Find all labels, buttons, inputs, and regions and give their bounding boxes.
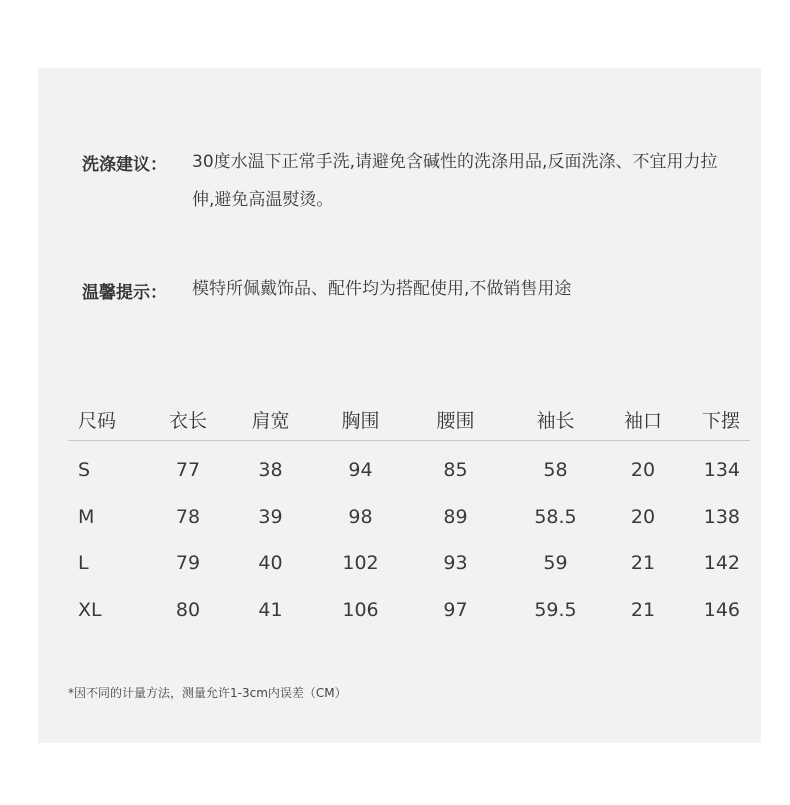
size-table	[68, 398, 750, 633]
table-cell: 20	[630, 505, 656, 528]
table-cell: S	[78, 459, 91, 482]
table-cell: 85	[443, 459, 468, 482]
header-size: 尺码	[68, 398, 148, 441]
table-cell: 21	[630, 598, 656, 621]
table-cell: 59	[543, 552, 568, 575]
header-waist: 腰围	[408, 398, 503, 441]
table-cell: 134	[703, 459, 740, 482]
header-chest: 胸围	[313, 398, 408, 441]
header-sleeve: 袖长	[503, 398, 608, 441]
table-cell: 59.5	[534, 598, 577, 621]
table-cell: 38	[258, 459, 283, 482]
care-text: 30度水温下正常手洗,请避免含碱性的洗涤用品,反面洗涤、不宜用力拉伸,避免高温熨烫。	[192, 152, 718, 210]
table-cell: 80	[175, 598, 201, 621]
table-cell: 41	[258, 598, 283, 621]
table-header-row	[68, 398, 750, 441]
table-cell: L	[78, 552, 89, 575]
care-label: 洗涤建议：	[82, 155, 167, 175]
table-cell: 89	[443, 505, 468, 528]
header-cuff: 袖口	[608, 398, 678, 441]
table-cell: 58.5	[534, 505, 577, 528]
table-cell: 93	[443, 552, 468, 575]
table-cell: 78	[175, 505, 201, 528]
tip-text: 模特所佩戴饰品、配件均为搭配使用,不做销售用途	[192, 279, 572, 299]
table-cell: 146	[703, 598, 740, 621]
table-row	[68, 494, 750, 541]
table-cell: 20	[630, 459, 656, 482]
measurement-note: *因不同的计量方法，测量允许1-3cm内误差（CM）	[68, 686, 347, 700]
table-cell: 39	[258, 505, 283, 528]
table-cell: 58	[543, 459, 568, 482]
table-row	[68, 441, 750, 494]
table-row	[68, 540, 750, 587]
table-cell: 40	[258, 552, 283, 575]
table-cell: 142	[703, 552, 740, 575]
table-cell: 79	[175, 552, 201, 575]
table-cell: 98	[348, 505, 373, 528]
tip-label: 温馨提示：	[82, 283, 167, 303]
table-cell: 102	[342, 552, 379, 575]
size-info-panel	[38, 68, 761, 743]
table-row	[68, 587, 750, 634]
table-cell: 97	[443, 598, 468, 621]
table-cell: XL	[78, 598, 102, 621]
header-length: 衣长	[148, 398, 228, 441]
table-cell: 21	[630, 552, 656, 575]
table-cell: 77	[175, 459, 201, 482]
table-cell: 106	[342, 598, 379, 621]
header-shoulder: 肩宽	[228, 398, 313, 441]
table-cell: 94	[348, 459, 373, 482]
header-hem: 下摆	[678, 398, 750, 441]
table-cell: M	[78, 505, 95, 528]
table-cell: 138	[703, 505, 740, 528]
